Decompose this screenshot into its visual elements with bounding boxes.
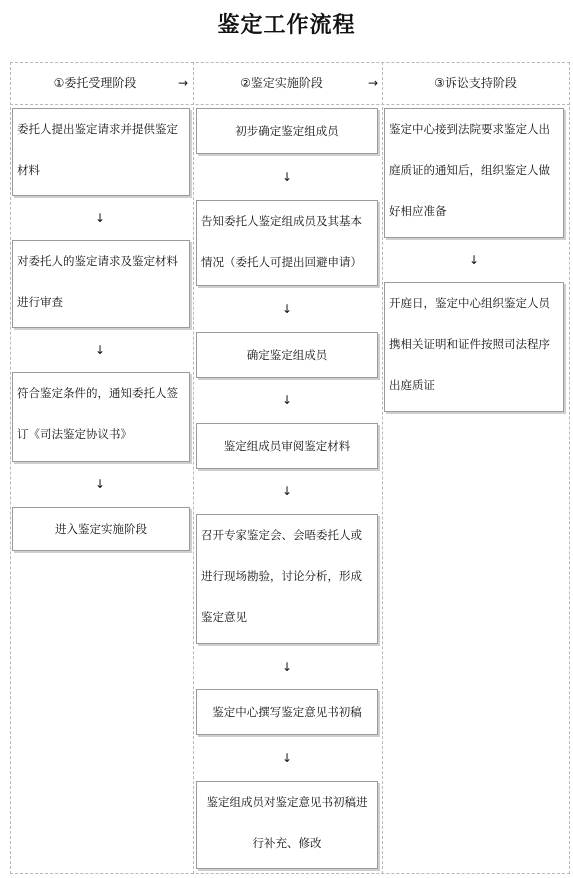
step-box: 鉴定中心撰写鉴定意见书初稿 — [196, 689, 378, 735]
down-arrow: ↓ — [281, 393, 293, 407]
step-box: 确定鉴定组成员 — [196, 332, 378, 378]
step-box: 鉴定中心接到法院要求鉴定人出庭质证的通知后，组织鉴定人做好相应准备 — [384, 108, 564, 238]
down-arrow: ↓ — [94, 477, 106, 491]
down-arrow: ↓ — [281, 751, 293, 765]
down-arrow: ↓ — [281, 484, 293, 498]
down-arrow: ↓ — [281, 170, 293, 184]
down-arrow: ↓ — [94, 211, 106, 225]
step-box: 符合鉴定条件的，通知委托人签订《司法鉴定协议书》 — [12, 372, 190, 462]
step-box: 召开专家鉴定会、会晤委托人或进行现场勘验，讨论分析，形成鉴定意见 — [196, 514, 378, 644]
step-box: 鉴定组成员审阅鉴定材料 — [196, 423, 378, 469]
phase-2-label: ②鉴定实施阶段 — [240, 76, 323, 90]
down-arrow: ↓ — [94, 343, 106, 357]
step-box: 告知委托人鉴定组成员及其基本情况（委托人可提出回避申请） — [196, 200, 378, 286]
step-box: 鉴定组成员对鉴定意见书初稿进行补充、修改 — [196, 781, 378, 869]
down-arrow: ↓ — [281, 660, 293, 674]
page-title: 鉴定工作流程 — [217, 12, 356, 38]
phase-3-label: ③诉讼支持阶段 — [434, 76, 517, 90]
step-box: 进入鉴定实施阶段 — [12, 507, 190, 551]
step-box: 开庭日，鉴定中心组织鉴定人员携相关证明和证件按照司法程序出庭质证 — [384, 282, 564, 412]
down-arrow: ↓ — [468, 253, 480, 267]
column-divider — [382, 62, 383, 874]
down-arrow: ↓ — [281, 302, 293, 316]
step-box: 对委托人的鉴定请求及鉴定材料进行审查 — [12, 240, 190, 328]
column-divider — [193, 62, 194, 874]
header-divider — [10, 104, 570, 105]
step-box: 初步确定鉴定组成员 — [196, 108, 378, 154]
phase-arrow: → — [178, 76, 189, 90]
phase-arrow: → — [368, 76, 379, 90]
phase-1-label: ①委托受理阶段 — [53, 76, 137, 90]
step-box: 委托人提出鉴定请求并提供鉴定材料 — [12, 108, 190, 196]
